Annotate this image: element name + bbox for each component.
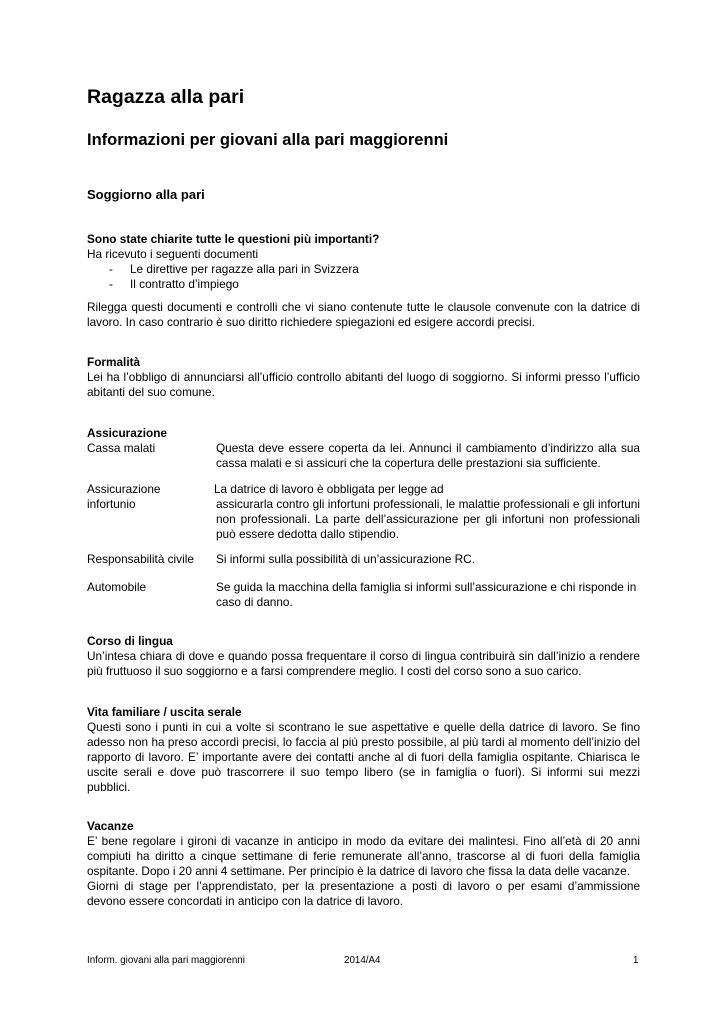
questions-intro: Ha ricevuto i seguenti documenti xyxy=(87,247,259,262)
corso-heading: Corso di lingua xyxy=(87,634,173,648)
list-item-text: Le direttive per ragazze alla pari in Svizzera xyxy=(130,262,359,277)
questions-paragraph: Rilegga questi documenti e controlli che vi siano contenute tutte le clausole convenute con la datrice di lavoro. In caso contrario è suo diritto richiedere spiegazioni ed esigere accordi precisi. xyxy=(87,300,640,330)
bullet-dash: - xyxy=(109,262,113,277)
insurance-text-first-line: La datrice di lavoro è obbligata per legge ad xyxy=(214,482,444,496)
vita-section xyxy=(87,705,640,796)
insurance-label: Cassa malati xyxy=(87,441,156,455)
vacanze-heading: Vacanze xyxy=(87,819,134,833)
bullet-dash: - xyxy=(109,277,113,292)
corso-text: Un’intesa chiara di dove e quando possa frequentare il corso di lingua contribuirà sin dall’inizio a rendere più fruttuoso il suo soggiorno e a farsi comprendere meglio. I costi del corso sono a suo carico. xyxy=(87,649,640,679)
section-title: Soggiorno alla pari xyxy=(87,187,205,202)
insurance-label: Assicurazione infortunio xyxy=(87,482,161,512)
page-title: Ragazza alla pari xyxy=(87,86,245,108)
insurance-text: assicurarla contro gli infortuni professionali, le malattie professionali e gli infortuni non professionali. La parte dell’assicurazione per gli infortuni non professionali può essere dedotta dallo stipendio. xyxy=(216,497,640,542)
formalita-text: Lei ha l’obbligo di annunciarsi all’ufficio controllo abitanti del luogo di soggiorno. Si informi presso l’ufficio abitanti del suo comune. xyxy=(87,370,640,400)
list-item xyxy=(87,277,640,292)
assicurazione-heading: Assicurazione xyxy=(87,426,167,440)
formalita-heading: Formalità xyxy=(87,355,141,369)
insurance-label: Automobile xyxy=(87,580,147,594)
vacanze-text: E’ bene regolare i gironi di vacanze in anticipo in modo da evitare dei malintesi. Fino all’età di 20 anni compiuti ha diritto a cinque settimane di ferie remunerate all’anno, trascorse al di fuori della famiglia ospitante. Dopo i 20 anni 4 settimane. Per principio è la datrice di lavoro che fissa la data delle vacanze. xyxy=(87,834,640,879)
questions-heading: Sono state chiarite tutte le questioni più importanti? xyxy=(87,232,380,246)
page-subtitle: Informazioni per giovani alla pari maggiorenni xyxy=(87,131,449,149)
footer-version: 2014/A4 xyxy=(344,955,381,966)
insurance-text: Questa deve essere coperta da lei. Annunci il cambiamento d’indirizzo alla sua cassa malati e si assicuri che la copertura delle prestazioni sia sufficiente. xyxy=(216,441,640,471)
list-item-text: Il contratto d’impiego xyxy=(130,277,239,292)
formalita-section xyxy=(87,355,640,400)
vita-heading: Vita familiare / uscita serale xyxy=(87,705,242,719)
footer-title: Inform. giovani alla pari maggiorenni xyxy=(87,955,245,966)
insurance-text: Se guida la macchina della famiglia si informi sull’assicurazione e chi risponde in caso di danno. xyxy=(216,580,637,610)
vacanze-section xyxy=(87,819,640,910)
vita-text: Questi sono i punti in cui a volte si scontrano le sue aspettative e quelle della datrice di lavoro. Se fino adesso non ha preso accordi precisi, lo faccia al più presto possibile, al più tardi al momento dell’inizio del rapporto di lavoro. E’ importante avere dei contatti anche al di fuori della famiglia ospitante. Chiarisca le uscite serali e dove può trascorrere il suo tempo libero (se in famiglia o fuori). Si informi sui mezzi pubblici. xyxy=(87,720,640,795)
insurance-text: Si informi sulla possibilità di un’assicurazione RC. xyxy=(216,552,475,566)
list-item xyxy=(87,262,640,277)
insurance-label: Responsabilità civile xyxy=(87,552,194,566)
page-number: 1 xyxy=(633,955,639,966)
questions-section xyxy=(87,232,640,292)
corso-section xyxy=(87,634,640,679)
vacanze-text-2: Giorni di stage per l’apprendistato, per la presentazione a posti di lavoro o per esami d’ammissione devono essere concordati in anticipo con la datrice di lavoro. xyxy=(87,879,640,909)
